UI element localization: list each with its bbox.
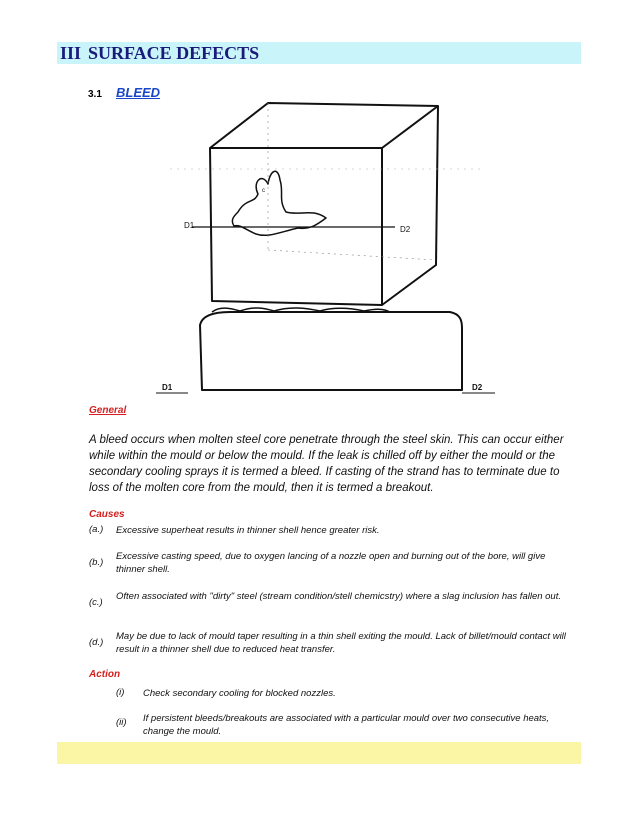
section-title: SURFACE DEFECTS	[88, 43, 260, 63]
bleed-diagram	[150, 100, 510, 400]
billet-section	[200, 312, 462, 390]
cause-text: Often associated with "dirty" steel (stream condition/stell chemicstry) where a slag inclusion has fallen out.	[116, 591, 561, 602]
mould-cube-top	[210, 103, 438, 148]
action-label: (i)	[116, 687, 125, 698]
action-label: (ii)	[116, 717, 127, 728]
cause-text: Excessive casting speed, due to oxygen lancing of a nozzle open and burning out of the bore, will give thinner shell.	[116, 551, 546, 575]
causes-heading: Causes	[89, 509, 125, 520]
cause-label: (b.)	[89, 557, 104, 568]
blob-label: c	[262, 188, 265, 194]
action-text: If persistent bleeds/breakouts are associated with a particular mould over two consecutive heats, change the mould.	[143, 713, 550, 737]
label-d2-top: D2	[400, 225, 411, 234]
cause-text: Excessive superheat results in thinner shell hence greater risk.	[116, 525, 380, 536]
bleed-blob	[232, 171, 326, 235]
cause-label: (c.)	[89, 597, 103, 608]
label-d1-bottom: D1	[162, 383, 173, 392]
cause-label: (d.)	[89, 637, 104, 648]
action-text: Check secondary cooling for blocked nozzles.	[143, 688, 336, 699]
mould-cube-side	[382, 106, 438, 305]
section-number: III	[60, 43, 82, 63]
action-heading: Action	[89, 669, 121, 680]
cause-text: May be due to lack of mould taper resulting in a thin shell exiting the mould. Lack of billet/mould contact will result in a thinner shell due to reduced heat transfer.	[116, 631, 566, 655]
cause-label: (a.)	[89, 524, 104, 535]
footer-band	[57, 742, 581, 764]
subsection-number: 3.1	[88, 89, 102, 100]
label-d1-top: D1	[184, 221, 195, 230]
general-heading: General	[89, 405, 127, 416]
label-d2-bottom: D2	[472, 383, 483, 392]
general-text: A bleed occurs when molten steel core penetrate through the steel skin. This can occur either while within the mould or below the mould. If the leak is chilled off by either the mould or the secondary cooling sprays it is termed a bleed. If casting of the strand has to terminate due to loss of the molten core from the mould, then it is termed a breakout.	[89, 434, 564, 494]
subsection-title: BLEED	[116, 85, 161, 100]
